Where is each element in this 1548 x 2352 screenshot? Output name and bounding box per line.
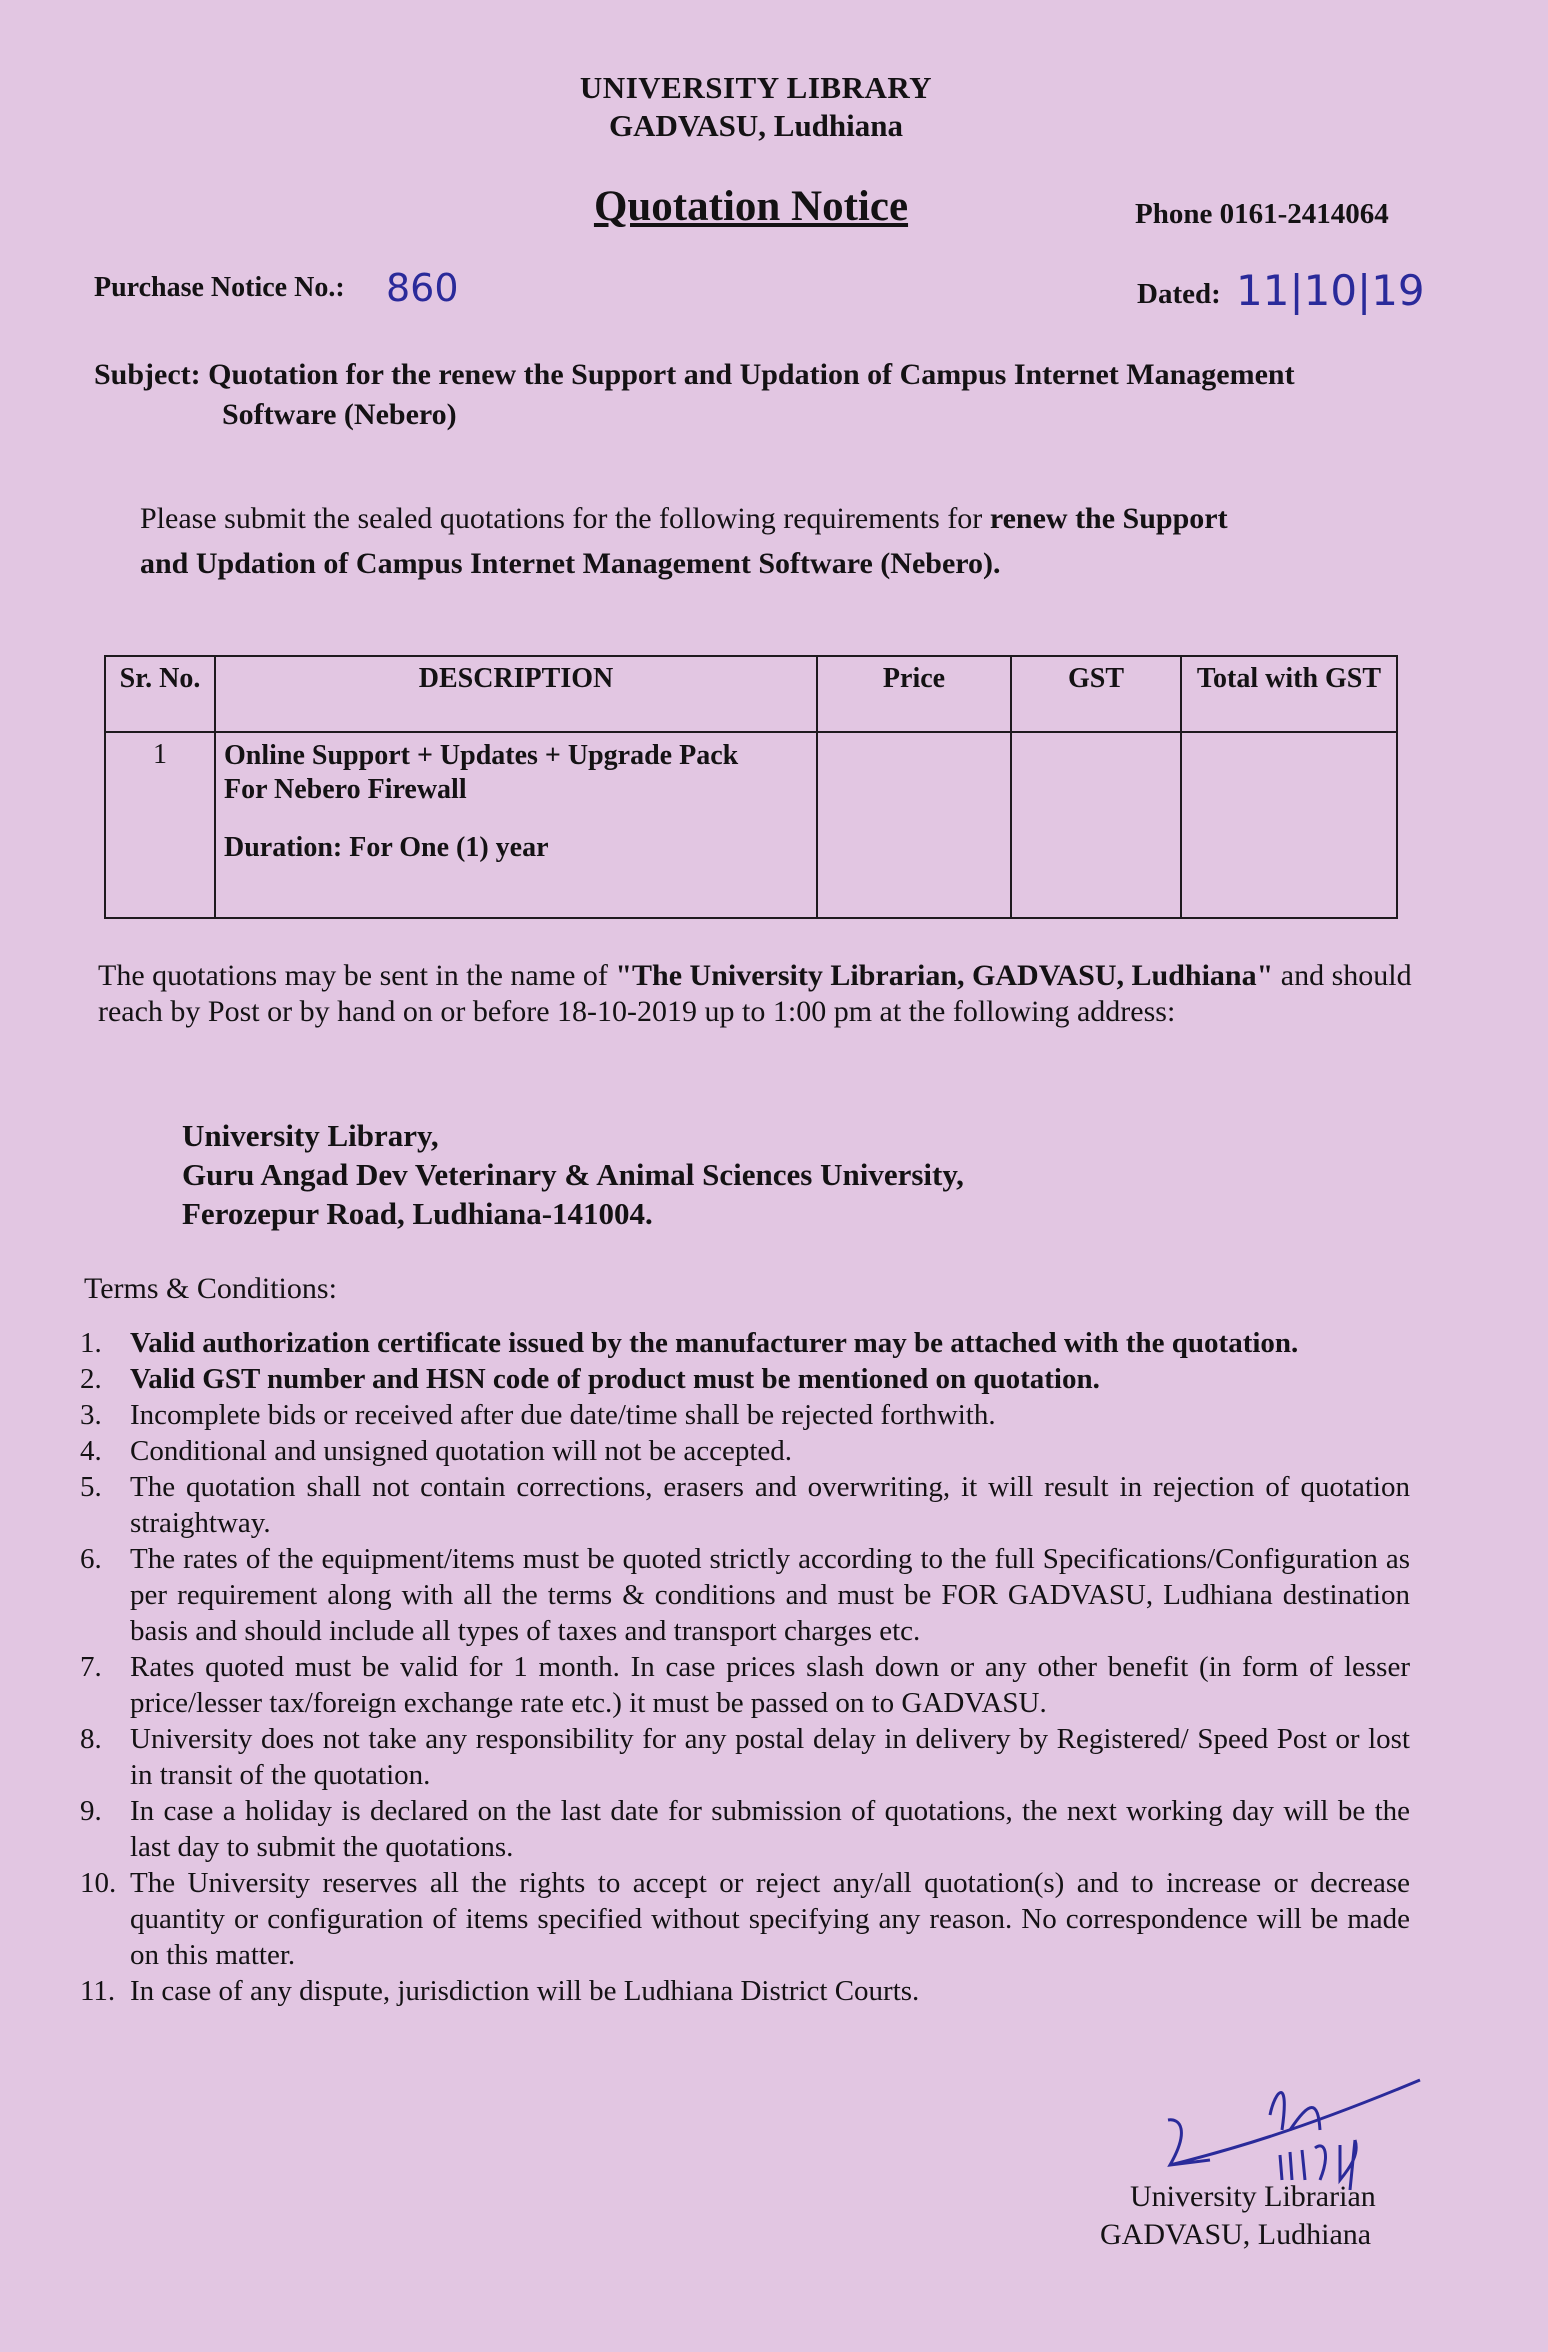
- list-item: [80, 1721, 1410, 1793]
- submission-paragraph: [98, 958, 1418, 1030]
- term-number: 1.: [80, 1327, 102, 1359]
- term-number: 11.: [80, 1975, 116, 2007]
- list-item: [80, 1649, 1410, 1721]
- cell-gst: [1011, 732, 1181, 918]
- cell-sr: 1: [105, 732, 215, 918]
- term-text: Conditional and unsigned quotation will not be accepted.: [130, 1435, 793, 1467]
- desc-line1: Online Support + Updates + Upgrade Pack: [224, 740, 739, 771]
- list-item: [80, 1865, 1410, 1973]
- desc-line3: Duration: For One (1) year: [224, 832, 549, 863]
- intro-bold2: and Updation of Campus Internet Management Software (Nebero).: [140, 547, 1001, 580]
- term-number: 10.: [80, 1867, 117, 1899]
- term-text: Valid GST number and HSN code of product must be mentioned on quotation.: [130, 1363, 1100, 1395]
- col-gst: GST: [1011, 656, 1181, 732]
- purchase-notice-label: Purchase Notice No.:: [94, 272, 345, 303]
- term-number: 4.: [80, 1435, 102, 1467]
- dated-value: 11|10|19: [1236, 266, 1425, 315]
- list-item: [80, 1541, 1410, 1649]
- submission-pre: The quotations may be sent in the name of: [98, 959, 616, 992]
- signatory-org: GADVASU, Ludhiana: [1100, 2218, 1372, 2251]
- subject-line2: Software (Nebero): [222, 398, 457, 431]
- table-row: [105, 732, 1397, 918]
- phone-number: Phone 0161-2414064: [1135, 198, 1389, 230]
- desc-line2: For Nebero Firewall: [224, 774, 467, 805]
- cell-total: [1181, 732, 1397, 918]
- list-item: [80, 1793, 1410, 1865]
- list-item: [80, 1397, 1410, 1433]
- subject-line1: Quotation for the renew the Support and Updation of Campus Internet Management: [208, 358, 1295, 391]
- address-line2: Guru Angad Dev Veterinary & Animal Sciences University,: [182, 1157, 964, 1192]
- address-line1: University Library,: [182, 1118, 439, 1153]
- term-text: The rates of the equipment/items must be quoted strictly according to the full Specifications/Configuration as per requirement along with all the terms & conditions and must be FOR GADVASU, Ludhiana destination basis and should include all types of taxes and transport charges etc.: [130, 1543, 1410, 1647]
- term-number: 5.: [80, 1471, 102, 1503]
- term-number: 9.: [80, 1795, 102, 1827]
- term-text: In case a holiday is declared on the last date for submission of quotations, the next working day will be the last day to submit the quotations.: [130, 1795, 1410, 1863]
- term-number: 3.: [80, 1399, 102, 1431]
- intro-paragraph: [140, 490, 1420, 547]
- terms-list: [80, 1325, 1410, 2009]
- col-description: DESCRIPTION: [215, 656, 817, 732]
- subject-label: Subject:: [94, 358, 201, 391]
- term-text: The University reserves all the rights to accept or reject any/all quotation(s) and to increase or decrease quantity or configuration of items specified without specifying any reason. No correspondence will be made on this matter.: [130, 1867, 1410, 1971]
- term-number: 2.: [80, 1363, 102, 1395]
- signatory-title: University Librarian: [1130, 2180, 1376, 2213]
- list-item: [80, 1973, 1410, 2009]
- address-line3: Ferozepur Road, Ludhiana-141004.: [182, 1196, 653, 1231]
- term-text: Rates quoted must be valid for 1 month. In case prices slash down or any other benefit (in form of lesser price/lesser tax/foreign exchange rate etc.) it must be passed on to GADVASU.: [130, 1651, 1410, 1719]
- address-block: [182, 1116, 964, 1233]
- list-item: [80, 1361, 1410, 1397]
- submission-post: and should reach by Post or by hand on or before 18-10-2019 up to 1:00 pm at the following address:: [98, 959, 1412, 1028]
- term-text: In case of any dispute, jurisdiction will be Ludhiana District Courts.: [130, 1975, 920, 2007]
- intro-text: Please submit the sealed quotations for the following requirements for: [140, 502, 990, 535]
- term-text: Valid authorization certificate issued by the manufacturer may be attached with the quotation.: [130, 1327, 1299, 1359]
- col-sr-no: Sr. No.: [105, 656, 215, 732]
- subject: [94, 355, 1424, 435]
- header-line2: GADVASU, Ludhiana: [608, 108, 904, 143]
- term-number: 6.: [80, 1543, 102, 1575]
- table-header-row: [105, 656, 1397, 732]
- dated-label: Dated:: [1137, 278, 1221, 310]
- handwritten-signature: [1150, 2060, 1430, 2190]
- purchase-notice-number: 860: [386, 266, 459, 310]
- col-total-with-gst: Total with GST: [1181, 656, 1397, 732]
- term-number: 7.: [80, 1651, 102, 1683]
- list-item: [80, 1469, 1410, 1541]
- list-item: [80, 1325, 1410, 1361]
- list-item: [80, 1433, 1410, 1469]
- col-price: Price: [817, 656, 1011, 732]
- quotation-table: [104, 655, 1398, 919]
- cell-description: [215, 732, 817, 918]
- term-text: Incomplete bids or received after due date/time shall be rejected forthwith.: [130, 1399, 996, 1431]
- intro-bold1: renew the Support: [989, 502, 1228, 535]
- header-line1: UNIVERSITY LIBRARY: [579, 70, 933, 105]
- page-title: Quotation Notice: [593, 183, 909, 230]
- cell-price: [817, 732, 1011, 918]
- term-text: University does not take any responsibility for any postal delay in delivery by Registered/ Speed Post or lost in transit of the quotation.: [130, 1723, 1410, 1791]
- terms-heading: Terms & Conditions:: [84, 1272, 337, 1305]
- term-text: The quotation shall not contain corrections, erasers and overwriting, it will result in rejection of quotation straightway.: [130, 1471, 1410, 1539]
- term-number: 8.: [80, 1723, 102, 1755]
- submission-name: "The University Librarian, GADVASU, Ludhiana": [615, 959, 1274, 992]
